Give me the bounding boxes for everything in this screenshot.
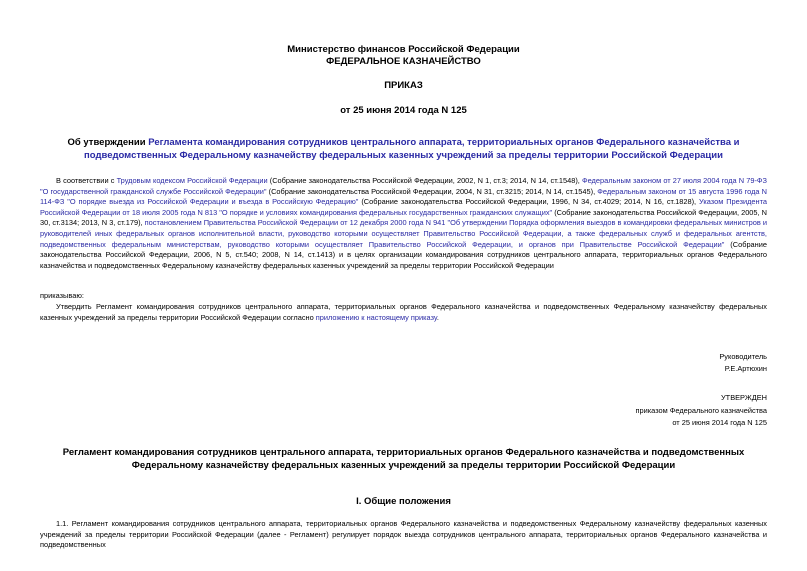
preamble-paragraph	[40, 176, 767, 271]
preamble-link-decree-813[interactable]: Указом Президента Российской Федерации от 18 июля 2005 года N 813 "О порядке и условиях командирования федеральных государственных гражданских служащих"	[40, 197, 767, 217]
document-title	[40, 136, 767, 162]
preamble-link-law-114fz[interactable]: Федеральным законом от 15 августа 1996 года N 114-ФЗ "О порядке выезда из Российской Федерации и въезда в Российскую Федерацию"	[40, 186, 768, 207]
approved-word: УТВЕРЖДЕН	[720, 393, 767, 402]
preamble-link-labor-code[interactable]: Трудовым кодексом Российской Федерации	[116, 176, 268, 185]
approved-line-1: приказом Федерального казначейства	[635, 406, 767, 415]
order-paragraph	[40, 302, 767, 323]
order-appendix-link[interactable]: приложению к настоящему приказу	[315, 312, 437, 322]
document-date: от 25 июня 2014 года N 125	[340, 105, 467, 116]
preamble-link-resolution-941[interactable]: постановлением Правительства Российской Федерации от 12 декабря 2000 года N 941 "Об утверждении Порядка оформления выездов в командировки федеральных министров и руководителей иных федеральных органов исполнительной власти, руководство которыми осуществляет Правительство Российской Федерации, а также федеральных служб и федеральных агентств, подведомственных федеральным министерствам, руководство которыми осуществляет Правительство Российской Федерации, и органов при Правительстве Российской Федерации"	[40, 218, 767, 249]
preamble-text-6: (Собрание законодательства Российской Федерации, 2006, N 5, ст.540; 2008, N 14, ст.1413) и в целях организации командирования сотрудников центрального аппарата, территориальных органов Федерального казначейства и подведомственных Федеральному казначейству федеральных казенных учреждений за пределы территории Российской Федерации	[40, 239, 767, 270]
document-type: ПРИКАЗ	[384, 80, 423, 91]
section-paragraph-1	[40, 519, 767, 551]
agency-name: ФЕДЕРАЛЬНОЕ КАЗНАЧЕЙСТВО	[326, 56, 481, 67]
order-word: приказываю:	[40, 291, 84, 300]
preamble-text-3: (Собрание законодательства Российской Федерации, 2004, N 31, ст.3215; 2014, N 14, ст.1545),	[266, 186, 598, 196]
preamble-text-5: (Собрание законодательства Российской Федерации, 2005, N 30, ст.3134; 2013, N 3, ст.179),	[40, 207, 767, 228]
title-prefix: Об утверждении	[67, 137, 149, 148]
order-text: Утвердить Регламент командирования сотрудников центрального аппарата, территориальных органов Федерального казначейства и подведомственных Федеральному казначейству федеральных казенных учреждений за пределы территории Российской Федерации согласно	[40, 302, 767, 322]
section-paragraph-1-text: 1.1. Регламент командирования сотрудников центрального аппарата, территориальных органов Федерального казначейства и подведомственных Федеральному казначейству федеральных казенных учреждений за пределы территории Российской Федерации (далее - Регламент) регулирует порядок выезда сотрудников центрального аппарата, территориальных органов Федерального казначейства и подведомственных	[40, 519, 767, 550]
preamble-link-law-79fz[interactable]: Федеральным законом от 27 июля 2004 года N 79-ФЗ "О государственной гражданской службе Российской Федерации"	[40, 176, 768, 196]
signature-role: Руководитель	[719, 352, 767, 361]
ministry-name: Министерство финансов Российской Федерации	[287, 44, 520, 55]
signature-name: Р.Е.Артюхин	[724, 364, 767, 373]
title-link[interactable]: Регламента командирования сотрудников центрального аппарата, территориальных органов Федерального казначейства и подведомственных Федеральному казначейству федеральных казенных учреждений за пределы территории Российской Федерации	[84, 137, 740, 161]
preamble-text-2: (Собрание законодательства Российской Федерации, 2002, N 1, ст.3; 2014, N 14, ст.1548),	[267, 176, 582, 185]
order-end: .	[436, 312, 439, 322]
regulation-title: Регламент командирования сотрудников центрального аппарата, территориальных органов Федерального казначейства и подведомственных Федеральному казначейству федеральных казенных учреждений за пределы территории Российской Федерации	[62, 447, 745, 471]
preamble-text-1: В соответствии с	[56, 176, 117, 185]
preamble-text-4: (Собрание законодательства Российской Федерации, 1996, N 34, ст.4029; 2014, N 16, ст.1828),	[358, 197, 700, 207]
approved-line-2: от 25 июня 2014 года N 125	[672, 418, 767, 427]
section-heading: I. Общие положения	[356, 496, 451, 507]
